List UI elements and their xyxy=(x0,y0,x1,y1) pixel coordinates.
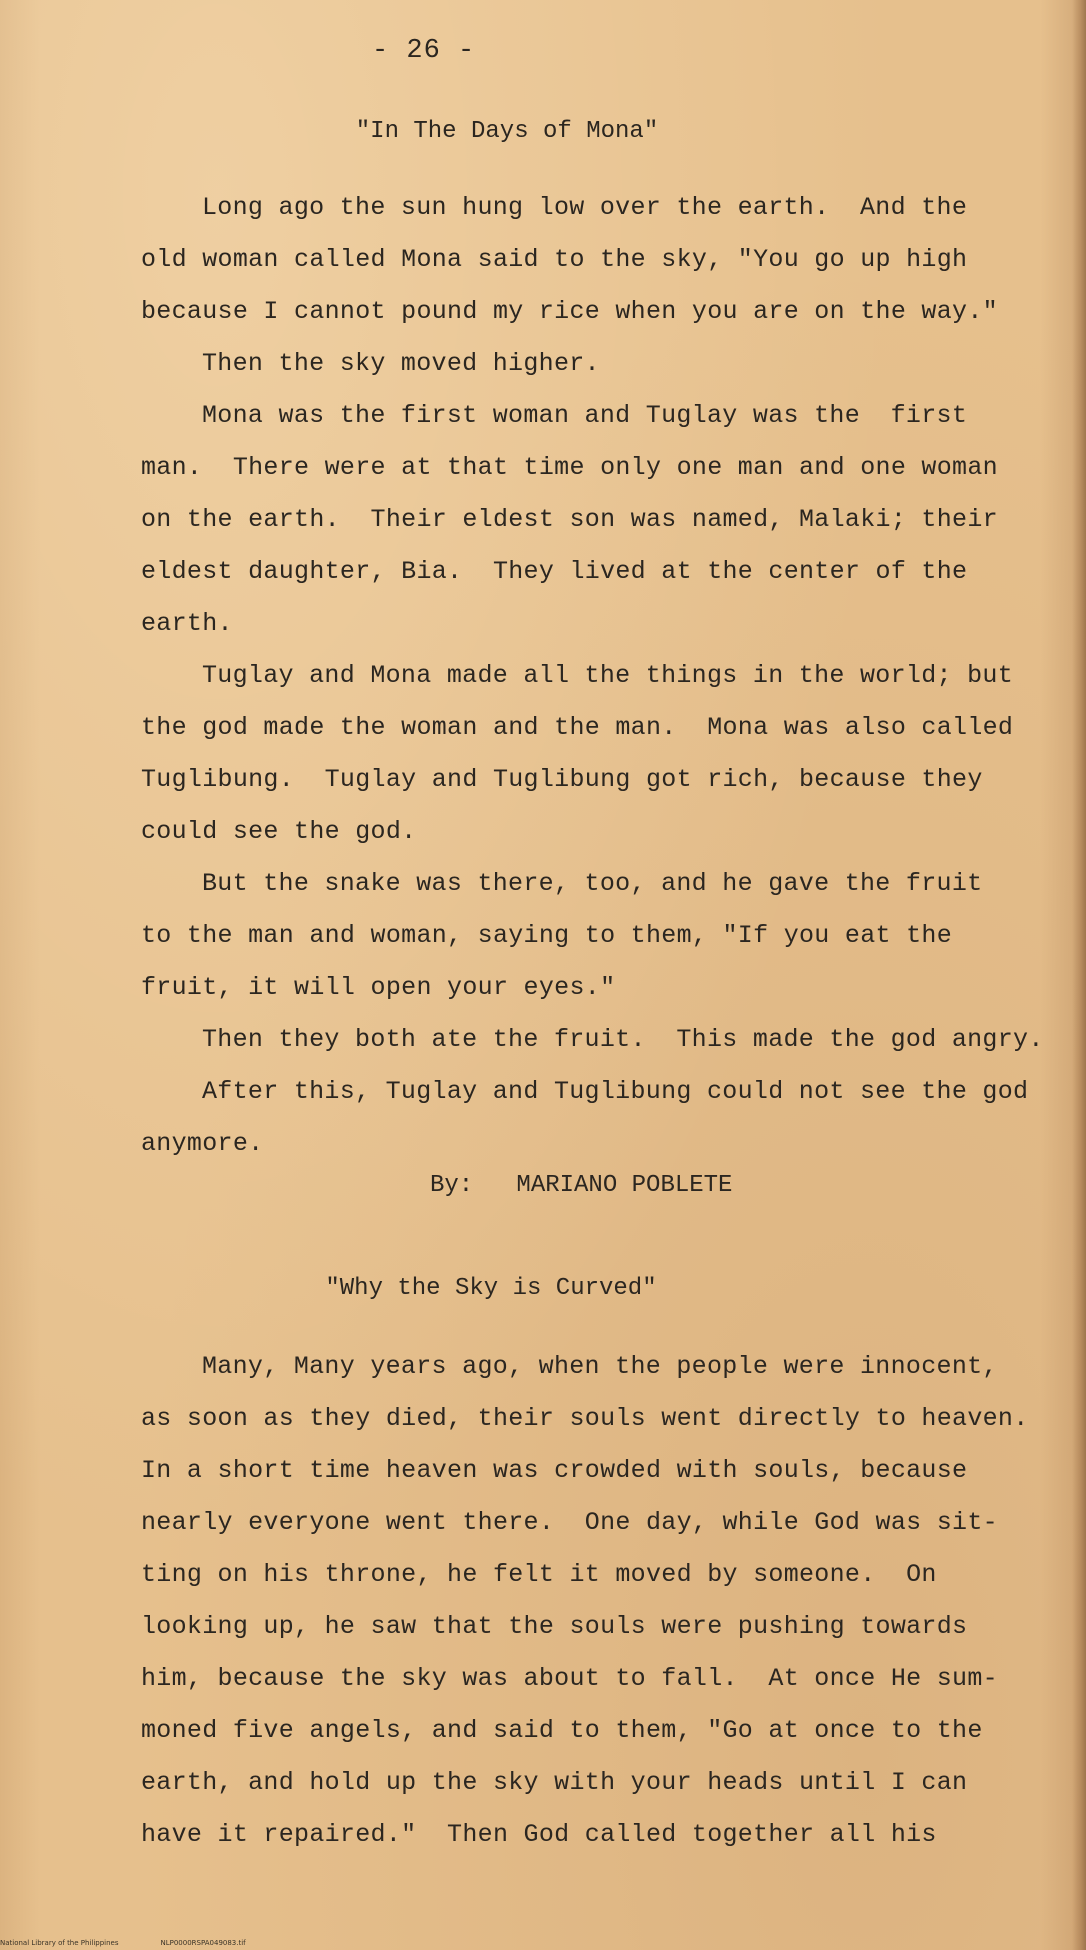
page-number: - 26 - xyxy=(372,36,476,66)
text-line: old woman called Mona said to the sky, "You go up high xyxy=(141,245,968,274)
text-line: could see the god. xyxy=(141,817,417,846)
text-line: him, because the sky was about to fall. At once He sum- xyxy=(141,1664,998,1693)
text-line: eldest daughter, Bia. They lived at the center of the xyxy=(141,557,968,586)
text-line: moned five angels, and said to them, "Go at once to the xyxy=(141,1716,983,1745)
author-byline: By: MARIANO POBLETE xyxy=(430,1172,733,1199)
story-title: "In The Days of Mona" xyxy=(355,118,659,145)
text-line: to the man and woman, saying to them, "If you eat the xyxy=(141,921,953,950)
text-line: on the earth. Their eldest son was named, Malaki; their xyxy=(141,505,998,534)
text-line: man. There were at that time only one man and one woman xyxy=(141,453,998,482)
text-line: After this, Tuglay and Tuglibung could not see the god xyxy=(202,1077,1029,1106)
text-line: fruit, it will open your eyes." xyxy=(141,973,616,1002)
text-line: Then the sky moved higher. xyxy=(202,349,600,378)
text-line: the god made the woman and the man. Mona was also called xyxy=(141,713,1014,742)
text-line: earth. xyxy=(141,609,233,638)
text-line: Many, Many years ago, when the people were innocent, xyxy=(202,1352,998,1381)
text-line: Tuglibung. Tuglay and Tuglibung got rich, because they xyxy=(141,765,983,794)
text-line: nearly everyone went there. One day, while God was sit- xyxy=(141,1508,998,1537)
text-line: earth, and hold up the sky with your heads until I can xyxy=(141,1768,968,1797)
story-title: "Why the Sky is Curved" xyxy=(325,1275,657,1302)
page-edge xyxy=(1072,0,1086,1950)
text-line: as soon as they died, their souls went directly to heaven. xyxy=(141,1404,1029,1433)
text-line: anymore. xyxy=(141,1129,264,1158)
text-line: Then they both ate the fruit. This made the god angry. xyxy=(202,1025,1044,1054)
text-line: looking up, he saw that the souls were pushing towards xyxy=(141,1612,968,1641)
text-line: Mona was the first woman and Tuglay was the first xyxy=(202,401,968,430)
text-line: because I cannot pound my rice when you are on the way." xyxy=(141,297,998,326)
text-line: Long ago the sun hung low over the earth. And the xyxy=(202,193,968,222)
text-line: Tuglay and Mona made all the things in the world; but xyxy=(202,661,1014,690)
library-credit: National Library of the Philippines xyxy=(0,1939,119,1947)
scan-footer xyxy=(0,1939,246,1947)
text-line: In a short time heaven was crowded with souls, because xyxy=(141,1456,968,1485)
scan-filename: NLP0000RSPA049083.tif xyxy=(160,1939,246,1947)
text-line: But the snake was there, too, and he gave the fruit xyxy=(202,869,983,898)
text-line: ting on his throne, he felt it moved by someone. On xyxy=(141,1560,937,1589)
text-line: have it repaired." Then God called together all his xyxy=(141,1820,937,1849)
